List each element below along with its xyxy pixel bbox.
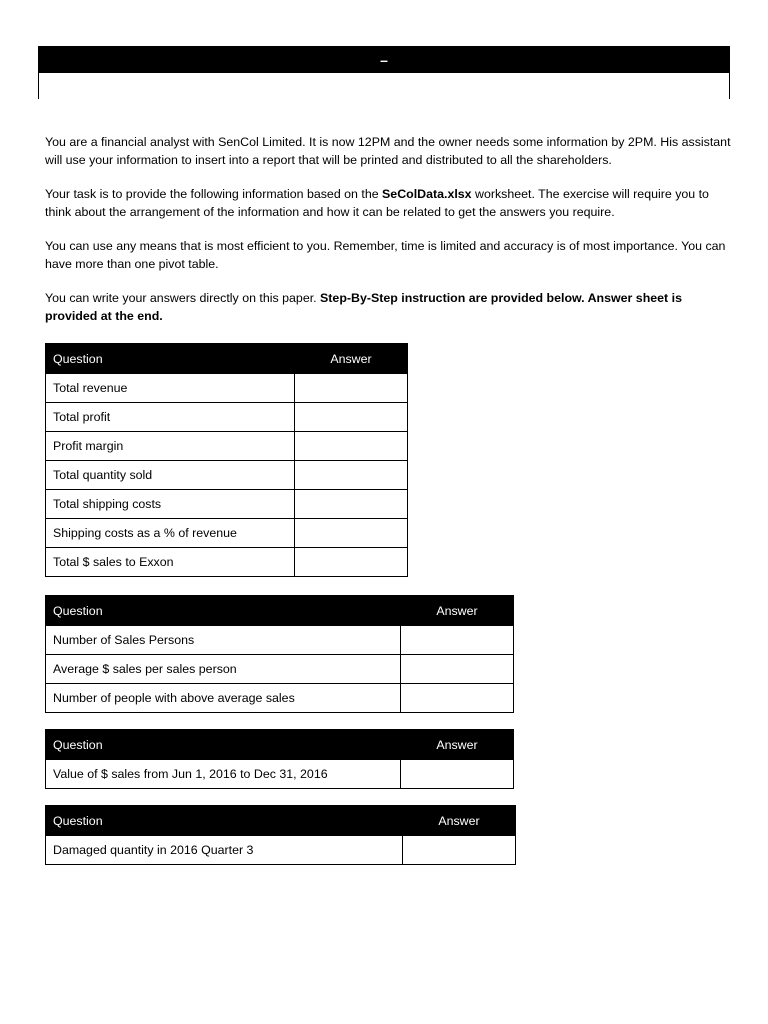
intro-paragraph-2	[45, 186, 735, 221]
answer-cell[interactable]	[295, 432, 408, 461]
qa-table-date-range	[45, 729, 514, 789]
answer-cell[interactable]	[401, 760, 514, 789]
header-blank-row	[39, 73, 729, 99]
table-row	[46, 403, 408, 432]
question-cell: Total quantity sold	[46, 461, 295, 490]
intro-paragraph-4	[45, 290, 735, 325]
question-column-header: Question	[46, 730, 401, 760]
answer-column-header: Answer	[295, 344, 408, 374]
question-cell: Total revenue	[46, 374, 295, 403]
question-column-header: Question	[46, 344, 295, 374]
document-header	[38, 46, 730, 99]
answer-cell[interactable]	[403, 836, 516, 865]
answer-cell[interactable]	[295, 461, 408, 490]
question-cell: Damaged quantity in 2016 Quarter 3	[46, 836, 403, 865]
table-header-row	[46, 344, 408, 374]
answer-column-header: Answer	[403, 806, 516, 836]
table-row	[46, 684, 514, 713]
intro-paragraph-3	[45, 238, 735, 273]
question-cell: Total $ sales to Exxon	[46, 548, 295, 577]
table-header-row	[46, 596, 514, 626]
table-row	[46, 432, 408, 461]
question-column-header: Question	[46, 596, 401, 626]
qa-table-financials	[45, 343, 408, 577]
question-column-header: Question	[46, 806, 403, 836]
intro-p2-after: worksheet. The exercise will require you to think about the arrangement of the information and how it can be related to get the answers you require.	[45, 187, 709, 219]
answer-column-header: Answer	[401, 730, 514, 760]
answer-cell[interactable]	[295, 374, 408, 403]
answer-cell[interactable]	[295, 548, 408, 577]
table-row	[46, 519, 408, 548]
question-cell: Number of people with above average sales	[46, 684, 401, 713]
question-cell: Average $ sales per sales person	[46, 655, 401, 684]
answer-cell[interactable]	[401, 655, 514, 684]
answer-cell[interactable]	[295, 403, 408, 432]
intro-p4-bold: Step-By-Step instruction are provided below. Answer sheet is provided at the end.	[45, 291, 682, 323]
table-row	[46, 836, 516, 865]
answer-cell[interactable]	[295, 519, 408, 548]
table-row	[46, 548, 408, 577]
qa-table-damaged	[45, 805, 516, 865]
intro-p2-before: Your task is to provide the following information based on the	[45, 187, 383, 201]
table-row	[46, 490, 408, 519]
intro-p1-text: You are a financial analyst with SenCol Limited. It is now 12PM and the owner needs some information by 2PM. His assistant will use your information to insert into a report that will be printed and distributed to all the shareholders.	[45, 135, 731, 167]
instructions	[45, 134, 735, 342]
table-row	[46, 626, 514, 655]
question-cell: Number of Sales Persons	[46, 626, 401, 655]
question-cell: Value of $ sales from Jun 1, 2016 to Dec 31, 2016	[46, 760, 401, 789]
question-cell: Total shipping costs	[46, 490, 295, 519]
table-row	[46, 760, 514, 789]
question-cell: Shipping costs as a % of revenue	[46, 519, 295, 548]
answer-cell[interactable]	[401, 684, 514, 713]
question-cell: Profit margin	[46, 432, 295, 461]
table-header-row	[46, 806, 516, 836]
table-header-row	[46, 730, 514, 760]
table-row	[46, 655, 514, 684]
intro-paragraph-1	[45, 134, 735, 169]
header-title-bar	[39, 47, 729, 73]
header-title: –	[380, 52, 388, 68]
table-row	[46, 461, 408, 490]
answer-cell[interactable]	[401, 626, 514, 655]
intro-p4-before: You can write your answers directly on this paper.	[45, 291, 321, 305]
answer-column-header: Answer	[401, 596, 514, 626]
qa-table-sales-persons	[45, 595, 514, 713]
intro-p2-filename: SeColData.xlsx	[382, 187, 472, 201]
table-row	[46, 374, 408, 403]
intro-p3-text: You can use any means that is most efficient to you. Remember, time is limited and accuracy is of most importance. You can have more than one pivot table.	[45, 239, 726, 271]
answer-cell[interactable]	[295, 490, 408, 519]
question-cell: Total profit	[46, 403, 295, 432]
